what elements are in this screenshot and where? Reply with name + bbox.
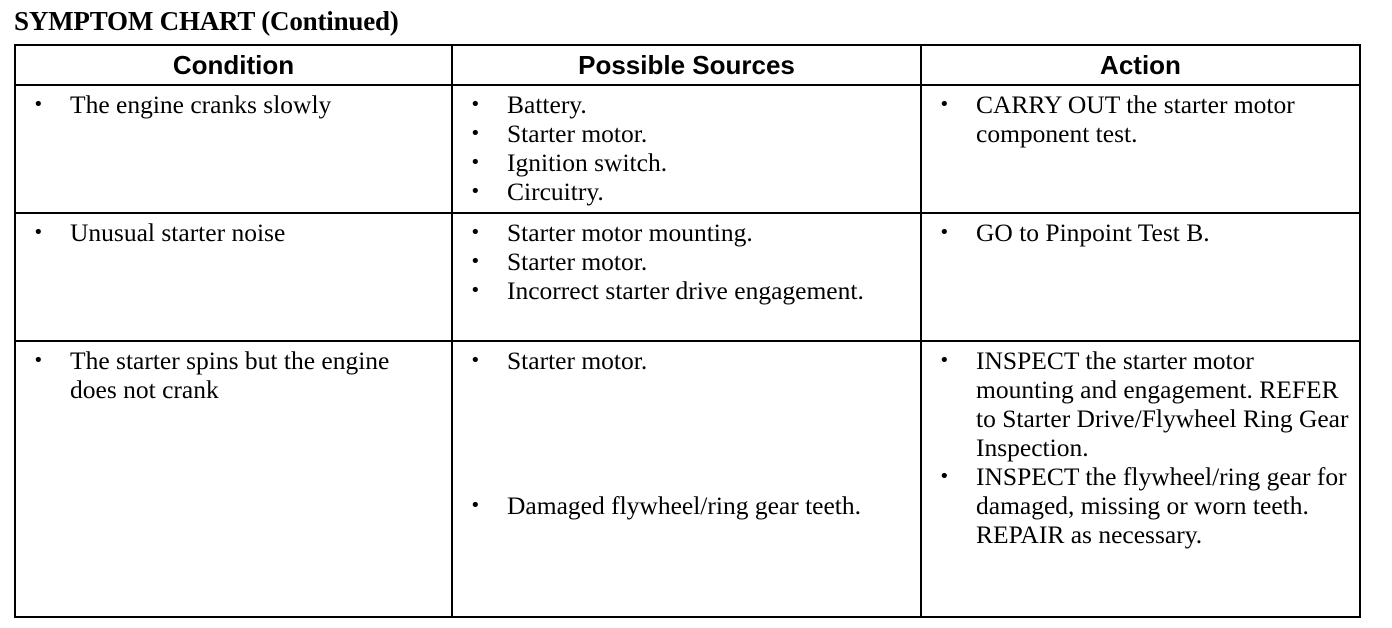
table-row — [15, 213, 1360, 341]
list-item: • The starter spins but the engine does not crank — [28, 346, 441, 404]
action-cell — [921, 213, 1360, 341]
condition-cell — [15, 85, 452, 213]
sources-cell — [452, 85, 921, 213]
list-item: • CARRY OUT the starter motor component test. — [934, 90, 1349, 148]
action-cell — [921, 341, 1360, 617]
list-item: • Starter motor mounting. — [465, 218, 910, 247]
column-header-possible-sources: Possible Sources — [452, 45, 921, 85]
list-item: • Unusual starter noise — [28, 218, 441, 247]
action-cell — [921, 85, 1360, 213]
list-item: • The engine cranks slowly — [28, 90, 441, 119]
list-item: • Starter motor. — [465, 247, 910, 276]
list-item: • Starter motor. — [465, 346, 910, 375]
sources-cell — [452, 341, 921, 617]
list-item: • Starter motor. — [465, 119, 910, 148]
list-item: • Incorrect starter drive engagement. — [465, 276, 910, 305]
condition-cell — [15, 341, 452, 617]
condition-cell — [15, 213, 452, 341]
table-row — [15, 85, 1360, 213]
list-item: • Ignition switch. — [465, 148, 910, 177]
table-row — [15, 341, 1360, 617]
list-item: • GO to Pinpoint Test B. — [934, 218, 1349, 247]
list-item: • Damaged flywheel/ring gear teeth. — [465, 491, 910, 520]
sources-cell — [452, 213, 921, 341]
table-header-row — [15, 45, 1360, 85]
page-title: SYMPTOM CHART (Continued) — [14, 6, 399, 36]
symptom-chart-table — [14, 44, 1361, 618]
list-item: • Battery. — [465, 90, 910, 119]
list-item: • INSPECT the starter motor mounting and engagement. REFER to Starter Drive/Flywheel Ring Gear Inspection. — [934, 346, 1349, 462]
column-header-action: Action — [921, 45, 1360, 85]
list-item: • Circuitry. — [465, 177, 910, 206]
column-header-condition: Condition — [15, 45, 452, 85]
list-item: • INSPECT the flywheel/ring gear for damaged, missing or worn teeth. REPAIR as necessary. — [934, 462, 1349, 549]
